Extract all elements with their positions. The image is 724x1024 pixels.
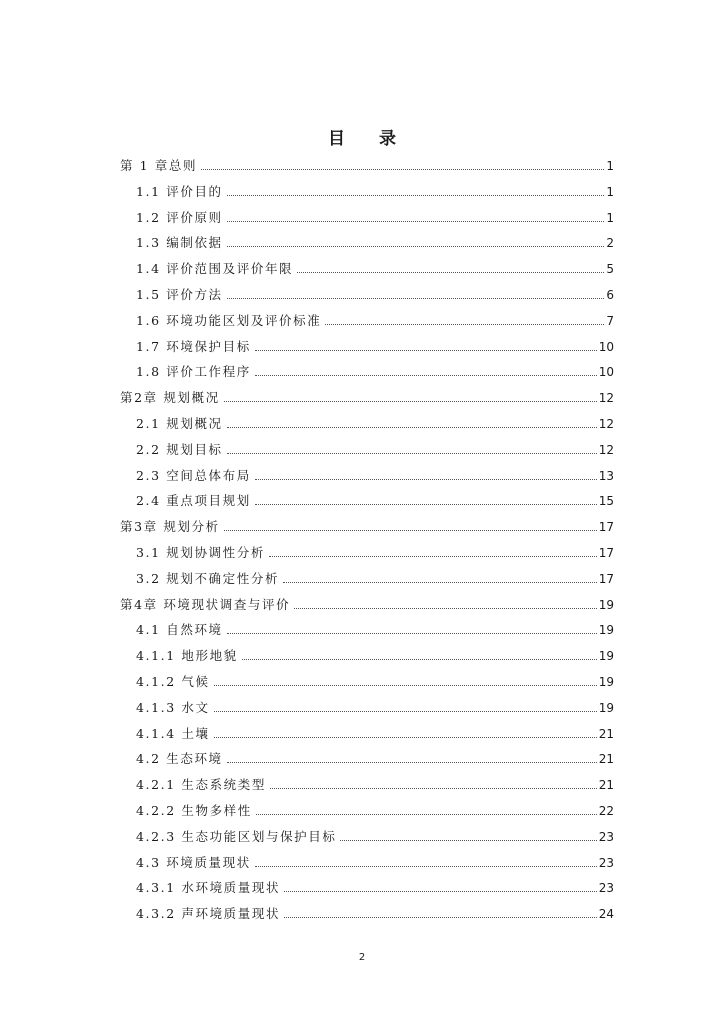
toc-dot-leader: [214, 736, 597, 738]
toc-entry[interactable]: [136, 876, 614, 896]
toc-entry[interactable]: [136, 747, 614, 767]
toc-entry-page: 19: [598, 700, 614, 715]
toc-entry-label: 1.3 编制依据: [136, 235, 223, 251]
toc-entry-label: 4.2.1 生态系统类型: [136, 777, 266, 793]
toc-entry-page: 2: [606, 236, 614, 251]
page-number: 2: [358, 952, 366, 963]
toc-entry-label: 2.3 空间总体布局: [136, 467, 251, 483]
toc-dot-leader: [255, 865, 597, 867]
toc-entry[interactable]: [136, 773, 614, 793]
toc-dot-leader: [227, 194, 605, 196]
toc-dot-leader: [227, 452, 597, 454]
toc-entry[interactable]: [136, 335, 614, 355]
toc-entry-label: 4.3.1 水环境质量现状: [136, 880, 281, 896]
toc-entry[interactable]: [136, 644, 614, 664]
toc-entry-page: 22: [598, 804, 614, 818]
toc-dot-leader: [227, 426, 597, 428]
toc-entry-label: 1.1 评价目的: [136, 183, 223, 199]
toc-entry-label: 4.2.3 生态功能区划与保护目标: [136, 828, 337, 844]
toc-entry-page: 17: [598, 520, 614, 535]
toc-entry-page: 19: [598, 597, 614, 612]
toc-entry-label: 2.2 规划目标: [136, 441, 223, 457]
toc-dot-leader: [256, 813, 597, 815]
toc-entry-label: 4.1.4 土壤: [136, 725, 210, 741]
toc-entry-page: 23: [598, 829, 614, 844]
toc-entry[interactable]: [120, 154, 614, 174]
toc-entry-page: 19: [598, 675, 614, 689]
toc-entry-page: 21: [598, 726, 614, 741]
toc-dot-leader: [255, 374, 597, 376]
toc-entry-label: 2.1 规划概况: [136, 416, 223, 431]
toc-dot-leader: [283, 581, 597, 583]
toc-entry[interactable]: [136, 412, 614, 432]
toc-entry[interactable]: [136, 438, 614, 458]
toc-entry-page: 21: [598, 778, 614, 793]
toc-dot-leader: [270, 787, 597, 789]
toc-entry-label: 4.3.2 声环境质量现状: [136, 906, 281, 922]
toc-dot-leader: [227, 632, 597, 634]
toc-dot-leader: [214, 684, 597, 686]
toc-entry[interactable]: [136, 799, 614, 819]
toc-entry-label: 1.8 评价工作程序: [136, 364, 251, 380]
toc-entry[interactable]: [136, 257, 614, 277]
toc-entry-page: 21: [598, 752, 614, 767]
toc-dot-leader: [269, 555, 597, 557]
toc-entry-page: 1: [606, 210, 614, 225]
toc-entry[interactable]: [136, 231, 614, 251]
toc-entry-label: 2.4 重点项目规划: [136, 493, 251, 509]
toc-entry-label: 4.3 环境质量现状: [136, 854, 251, 870]
toc-entry-label: 1.7 环境保护目标: [136, 338, 251, 354]
toc-entry[interactable]: [120, 515, 614, 535]
toc-entry[interactable]: [136, 206, 614, 226]
toc-entry-page: 13: [598, 468, 614, 483]
toc-dot-leader: [294, 607, 596, 609]
toc-entry-label: 3.2 规划不确定性分析: [136, 570, 280, 586]
toc-dot-leader: [297, 271, 604, 273]
toc-dot-leader: [227, 220, 605, 222]
toc-entry-page: 1: [606, 159, 614, 173]
toc-title: 目 录: [328, 129, 410, 149]
toc-entry-label: 4.2 生态环境: [136, 751, 223, 767]
toc-entry-label: 4.2.2 生物多样性: [136, 803, 252, 818]
toc-entry-page: 23: [598, 855, 614, 870]
toc-entry[interactable]: [136, 722, 614, 742]
toc-entry[interactable]: [136, 825, 614, 845]
toc-entry[interactable]: [120, 386, 614, 406]
toc-entry-page: 19: [598, 649, 614, 664]
toc-entry[interactable]: [136, 309, 614, 329]
toc-entry-page: 23: [598, 881, 614, 896]
toc-entry-page: 10: [598, 365, 614, 380]
toc-dot-leader: [255, 478, 597, 480]
toc-entry[interactable]: [136, 696, 614, 716]
toc-entry[interactable]: [136, 670, 614, 690]
toc-entry-label: 1.5 评价方法: [136, 287, 223, 302]
toc-entry-label: 第 1 章总则: [120, 158, 198, 173]
toc-dot-leader: [284, 916, 597, 918]
toc-entry-page: 12: [598, 442, 614, 457]
toc-entry[interactable]: [136, 567, 614, 587]
toc-dot-leader: [284, 890, 597, 892]
toc-entry-page: 10: [598, 339, 614, 354]
toc-dot-leader: [224, 400, 597, 402]
toc-entry[interactable]: [136, 851, 614, 871]
toc-dot-leader: [224, 529, 597, 531]
toc-entry[interactable]: [136, 180, 614, 200]
toc-entry-page: 12: [598, 417, 614, 431]
toc-entry-page: 5: [606, 262, 614, 277]
toc-entry[interactable]: [136, 360, 614, 380]
toc-entry-label: 第3章 规划分析: [120, 519, 220, 535]
toc-dot-leader: [227, 761, 597, 763]
toc-entry-page: 19: [598, 623, 614, 638]
toc-entry-page: 17: [598, 571, 614, 586]
toc-entry-label: 1.2 评价原则: [136, 209, 223, 225]
toc-entry[interactable]: [136, 464, 614, 484]
toc-entry-page: 6: [606, 288, 614, 302]
toc-entry-label: 第2章 规划概况: [120, 390, 220, 406]
toc-entry-label: 4.1.2 气候: [136, 674, 210, 689]
toc-entry-page: 12: [598, 391, 614, 406]
toc-dot-leader: [255, 503, 597, 505]
toc-entry[interactable]: [136, 618, 614, 638]
toc-entry-label: 3.1 规划协调性分析: [136, 545, 265, 560]
toc-entry-page: 24: [598, 907, 614, 922]
toc-entry[interactable]: [136, 541, 614, 561]
toc-entry-label: 4.1.1 地形地貌: [136, 648, 238, 664]
toc-entry-label: 1.6 环境功能区划及评价标准: [136, 312, 322, 328]
toc-entry-label: 第4章 环境现状调查与评价: [120, 596, 291, 612]
toc-dot-leader: [227, 245, 605, 247]
toc-entry-label: 4.1.3 水文: [136, 699, 210, 715]
toc-dot-leader: [242, 658, 597, 660]
toc-entry-page: 17: [598, 546, 614, 560]
toc-entry-label: 4.1 自然环境: [136, 622, 223, 638]
toc-dot-leader: [214, 710, 597, 712]
toc-entry[interactable]: [136, 283, 614, 303]
toc-dot-leader: [201, 168, 604, 170]
toc-entry-page: 7: [606, 313, 614, 328]
toc-dot-leader: [227, 297, 605, 299]
toc-entry-page: 15: [598, 494, 614, 509]
toc-entry[interactable]: [136, 489, 614, 509]
toc-entry-label: 1.4 评价范围及评价年限: [136, 261, 294, 277]
toc-entry[interactable]: [136, 902, 614, 922]
toc-dot-leader: [325, 323, 604, 325]
toc-entry-page: 1: [606, 184, 614, 199]
toc-entry[interactable]: [120, 593, 614, 613]
toc-dot-leader: [340, 839, 596, 841]
toc-dot-leader: [255, 349, 597, 351]
